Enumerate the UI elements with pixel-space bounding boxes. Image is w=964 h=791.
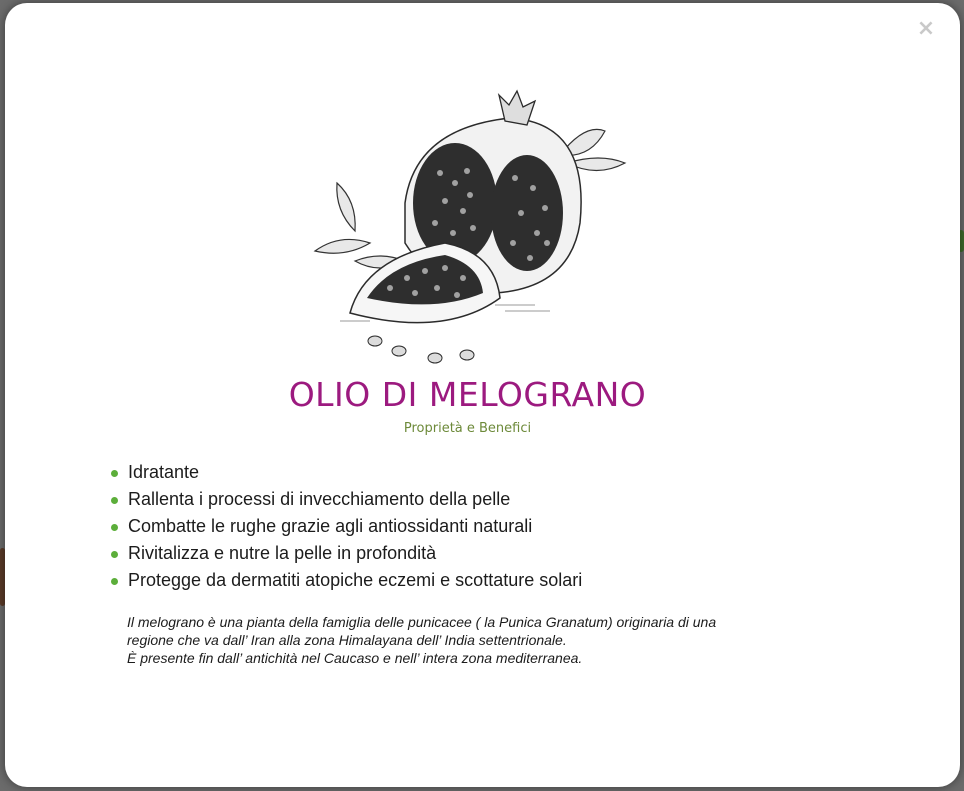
benefit-text: Combatte le rughe grazie agli antiossidanti naturali <box>128 516 533 536</box>
benefit-text: Rallenta i processi di invecchiamento della pelle <box>128 489 511 509</box>
benefit-text: Idratante <box>128 462 200 482</box>
product-subtitle: Proprietà e Benefici <box>403 421 532 436</box>
product-title: OLIO DI MELOGRANO <box>288 375 647 414</box>
pomegranate-illustration <box>295 83 635 373</box>
benefit-text: Rivitalizza e nutre la pelle in profondità <box>128 543 437 563</box>
close-icon[interactable]: × <box>916 16 936 41</box>
description-line: È presente fin dall’ antichità nel Caucaso e nell’ intera zona mediterranea. <box>127 650 583 666</box>
benefit-item <box>111 540 582 567</box>
bullet-icon <box>111 497 118 504</box>
benefits-list <box>111 459 582 594</box>
bullet-icon <box>111 470 118 477</box>
bullet-icon <box>111 578 118 585</box>
benefit-item <box>111 486 582 513</box>
benefit-item <box>111 459 582 486</box>
bullet-icon <box>111 551 118 558</box>
description-line: Il melograno è una pianta della famiglia delle punicacee ( la Punica Granatum) originaria di una <box>127 614 717 630</box>
description-line: regione che va dall’ Iran alla zona Himalayana dell’ India settentrionale. <box>127 632 567 648</box>
bullet-icon <box>111 524 118 531</box>
product-info-modal <box>5 3 960 787</box>
benefit-text: Protegge da dermatiti atopiche eczemi e scottature solari <box>128 570 583 590</box>
product-description <box>127 613 847 667</box>
benefit-item <box>111 513 582 540</box>
benefit-item <box>111 567 582 594</box>
